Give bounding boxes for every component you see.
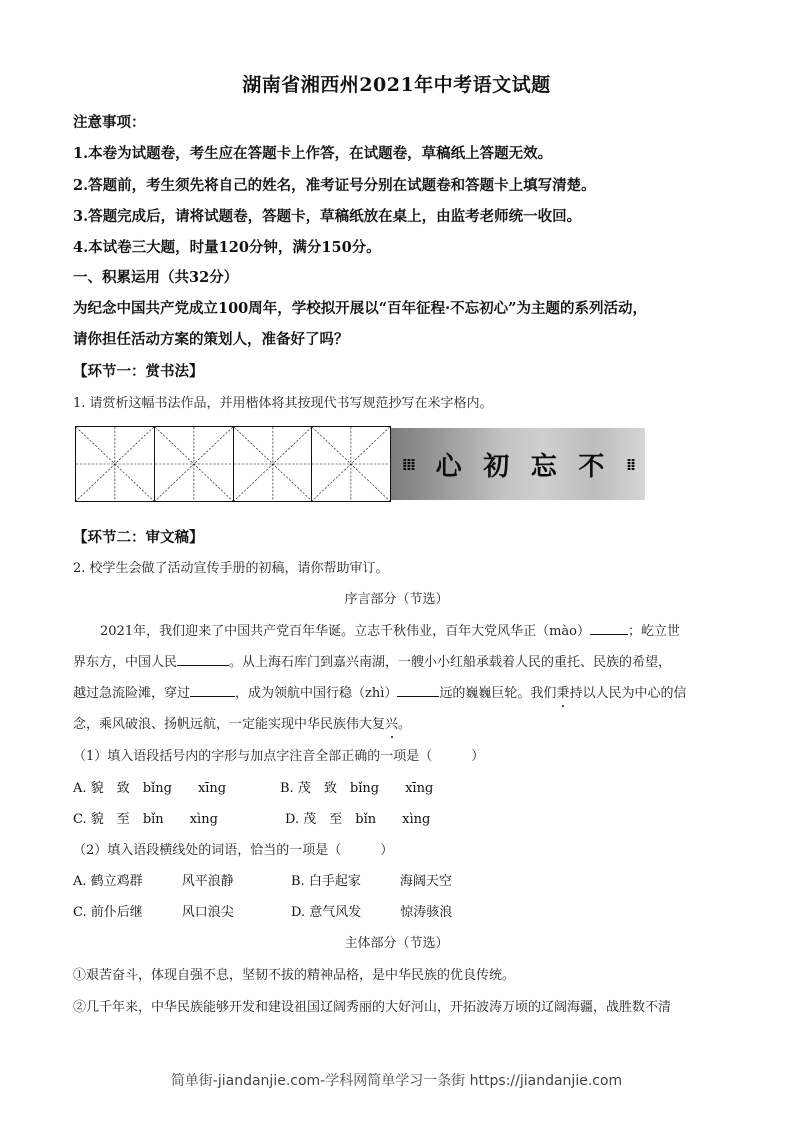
notice-item: 4.本试卷三大题，时量120分钟，满分150分。 <box>73 239 381 256</box>
footer-watermark: 简单街-jiandanjie.com-学科网简单学习一条街 https://jiandanjie.com <box>170 1073 623 1089</box>
fill-blank[interactable] <box>190 682 235 697</box>
calligraphy-figure <box>75 424 645 504</box>
fill-blank[interactable] <box>590 620 628 635</box>
calligraphy-char: 不 <box>578 451 605 482</box>
mi-grid-cell <box>155 427 234 501</box>
notice-item: 2.答题前，考生须先将自己的姓名，准考证号分别在试题卷和答题卡上填写清楚。 <box>73 177 596 194</box>
mi-grid <box>75 426 391 502</box>
question-2: 2. 校学生会做了活动宣传手册的初稿，请你帮助审订。 <box>73 561 389 576</box>
section-heading: 一、积累运用（共32分） <box>73 269 239 286</box>
part2-heading: 【环节二：审文稿】 <box>73 529 204 546</box>
fill-blank[interactable] <box>397 682 439 697</box>
main-line: ②几千年来，中华民族能够开发和建设祖国辽阔秀丽的大好河山，开拓波涛万顷的辽阔海疆，战胜数不清 <box>73 1000 672 1015</box>
section-intro: 为纪念中国共产党成立100周年，学校拟开展以“百年征程·不忘初心”为主题的系列活动， <box>73 300 647 317</box>
preface-title: 序言部分（节选） <box>344 592 449 607</box>
mi-grid-cell <box>312 427 390 501</box>
option-a[interactable]: A. 鹤立鸡群 风平浪静 <box>73 874 234 889</box>
option-c[interactable]: C. 貌 至 bǐn xìng <box>73 812 218 827</box>
calligraphy-char: 初 <box>483 451 510 482</box>
calligraphy-scroll <box>391 428 645 500</box>
option-a[interactable]: A. 貌 致 bǐng xīng <box>73 781 227 796</box>
section-intro: 请你担任活动方案的策划人，准备好了吗？ <box>73 331 349 348</box>
fill-blank[interactable] <box>177 651 229 666</box>
subquestion-1: （1）填入语段括号内的字形与加点字注音全部正确的一项是（ ） <box>73 749 485 764</box>
question-1: 1. 请赏析这幅书法作品，并用楷体将其按现代书写规范抄写在米字格内。 <box>73 396 493 411</box>
part1-heading: 【环节一：赏书法】 <box>73 363 204 380</box>
passage-line: 越过急流险滩，穿过 ，成为领航中国行稳（zhì） 远的巍巍巨轮。我们秉持以人民为中心的信 <box>73 682 686 701</box>
mi-grid-cell <box>76 427 155 501</box>
option-b[interactable]: B. 茂 致 bǐng xīng <box>280 781 434 796</box>
calligraphy-char: 心 <box>435 451 462 482</box>
seal-mark: ⁞⁞⁞ <box>401 454 415 474</box>
option-c[interactable]: C. 前仆后继 风口浪尖 <box>73 905 234 920</box>
dotted-char: 兴 <box>385 717 399 732</box>
option-d[interactable]: D. 茂 至 bǐn xìng <box>285 812 431 827</box>
mi-grid-cell <box>234 427 313 501</box>
passage-line: 2021年，我们迎来了中国共产党百年华诞。立志千秋伟业，百年大党风华正（mào） ；屹立世 <box>100 620 680 639</box>
notice-item: 3.答题完成后，请将试题卷，答题卡，草稿纸放在桌上，由监考老师统一收回。 <box>73 208 582 225</box>
dotted-char: 秉 <box>556 686 570 701</box>
passage-line: 念，乘风破浪、扬帆远航，一定能实现中华民族伟大复兴。 <box>73 717 412 732</box>
main-line: ①艰苦奋斗，体现自强不息，坚韧不拔的精神品格，是中华民族的优良传统。 <box>73 968 516 983</box>
subquestion-2: （2）填入语段横线处的词语，恰当的一项是（ ） <box>73 843 394 858</box>
option-b[interactable]: B. 白手起家 海阔天空 <box>291 874 452 889</box>
page-title: 湖南省湘西州2021年中考语文试题 <box>242 74 551 96</box>
option-d[interactable]: D. 意气风发 惊涛骇浪 <box>291 905 453 920</box>
seal-mark: ⁞⁞ <box>625 454 635 474</box>
notice-heading: 注意事项： <box>73 114 146 131</box>
notice-item: 1.本卷为试题卷，考生应在答题卡上作答，在试题卷，草稿纸上答题无效。 <box>73 145 553 162</box>
passage-line: 界东方，中国人民 。从上海石库门到嘉兴南湖，一艘小小红船承载着人民的重托、民族的希望， <box>73 651 671 670</box>
main-title: 主体部分（节选） <box>344 936 449 951</box>
calligraphy-char: 忘 <box>530 451 557 482</box>
